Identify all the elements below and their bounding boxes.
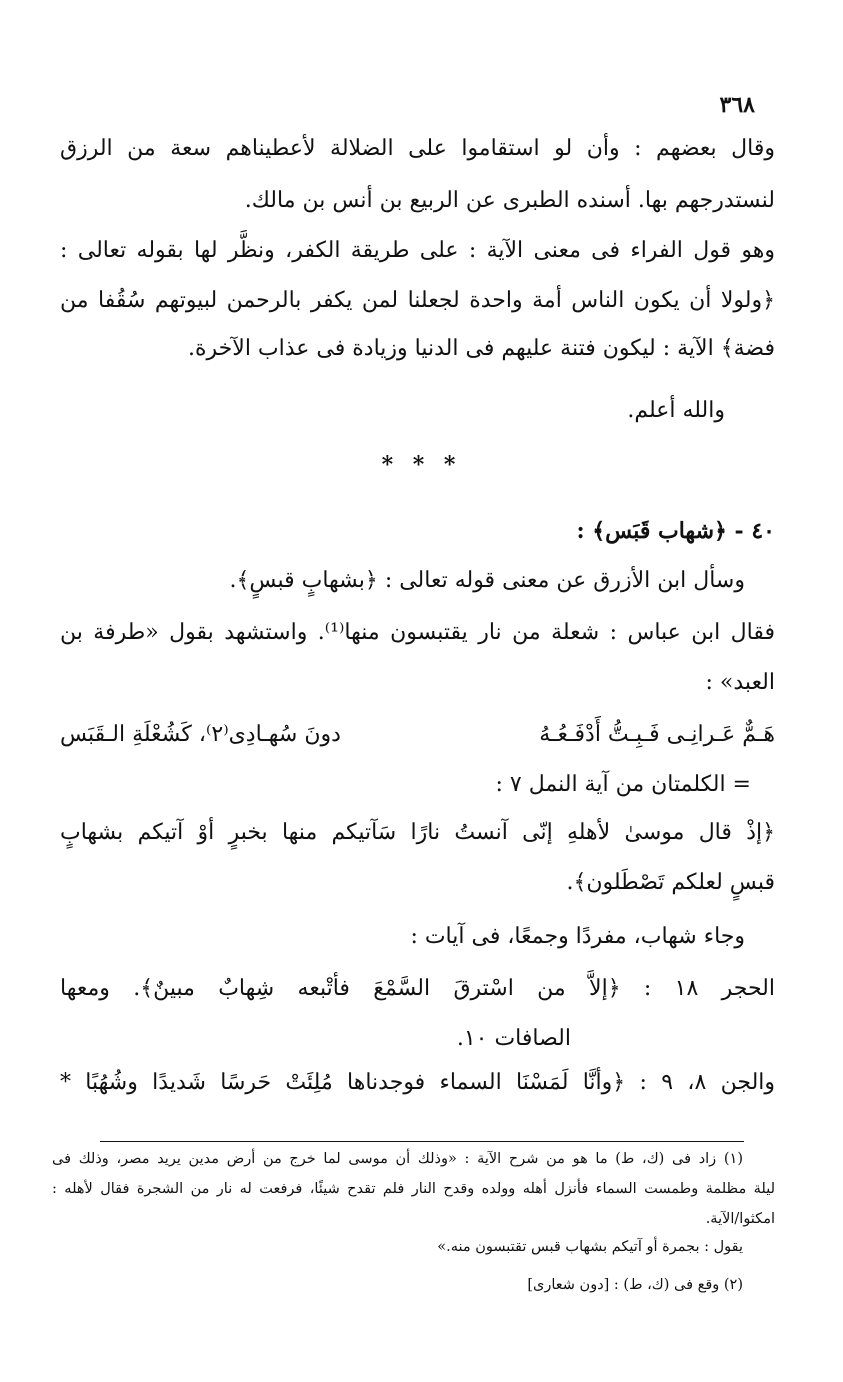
body-line: فقال ابن عباس : شعلة من نار يقتبسون منها⁽¹⁾. واستشهد بقول «طرفة بن: [60, 620, 776, 645]
body-line: والجن ٨، ٩ : ﴿وأنَّا لَمَسْنَا السماء فوجدناها مُلِئَتْ حَرسًا شَديدًا وشُهُبًا *: [60, 1070, 776, 1095]
body-line: ﴿ولولا أن يكون الناس أمة واحدة لجعلنا لمن يكفر بالرحمن لبيوتهم سُقُفا من: [60, 288, 775, 313]
footnote-line: ليلة مظلمة وطمست السماء فأنزل أهله وولده وقدح النار فلم تقدح شيئًا، فرفعت له نار من الشجرة فقال لأهله :: [52, 1181, 775, 1197]
footnote-line: يقول : بجمرة أو آتيكم بشهاب قبس تقتبسون منه.»: [437, 1239, 743, 1255]
poem-hemistich-second: دونَ سُهـادِى⁽٢⁾، كَشُعْلَةِ الـقَبَس: [60, 722, 341, 747]
body-line: فضة﴾ الآية : ليكون فتنة عليهم فى الدنيا وزيادة فى عذاب الآخرة.: [188, 336, 775, 361]
footnote-line: (١) زاد فى (ك، ط) ما هو من شرح الآية : «وذلك أن موسى لما خرج من أرض مدين يريد مصر، وذلك فى: [52, 1151, 743, 1167]
body-line: والله أعلم.: [627, 398, 725, 423]
section-separator: * * *: [381, 452, 462, 478]
body-line: لنستدرجهم بها. أسنده الطبرى عن الربيع بن أنس بن مالك.: [244, 188, 775, 213]
quran-verse-line: ﴿إذْ قال موسىٰ لأهلهِ إنّى آنستُ نارًا سَآتيكم منها بخبرٍ أوْ آتيكم بشهابٍ: [60, 820, 775, 845]
body-line: الصافات ١٠.: [456, 1026, 571, 1051]
body-line: وهو قول الفراء فى معنى الآية : على طريقة الكفر، ونظَّر لها بقوله تعالى :: [60, 238, 775, 263]
poem-verse: [60, 722, 775, 752]
body-line: وجاء شهاب، مفردًا وجمعًا، فى آيات :: [410, 924, 745, 949]
body-line: الحجر ١٨ : ﴿إلاَّ من اسْترقَ السَّمْعَ فأتْبعه شِهابٌ مبينٌ﴾. ومعها: [60, 976, 775, 1001]
page-number: ٣٦٨: [719, 92, 755, 118]
body-line: وقال بعضهم : وأن لو استقاموا على الضلالة لأعطيناهم سعة من الرزق: [60, 136, 775, 161]
footnote-line: (٢) وقع فى (ك، ط) : [دون شعارى]: [527, 1277, 743, 1293]
quran-verse-line: قبسٍ لعلكم تَصْطَلون﴾.: [566, 870, 775, 895]
footnote-divider: [100, 1141, 744, 1142]
body-line: العبد» :: [705, 670, 775, 695]
section-heading: ٤٠ - ﴿شهاب قَبَس﴾ :: [576, 518, 775, 544]
footnote-line: امكثوا/الآية.: [705, 1211, 775, 1227]
body-line: = الكلمتان من آية النمل ٧ :: [495, 772, 751, 797]
body-line: وسأل ابن الأزرق عن معنى قوله تعالى : ﴿بشهابٍ قبسٍ﴾.: [229, 568, 745, 593]
poem-hemistich-first: هَـمٌّ عَـرانِـى فَـبِـتُّ أَدْفَـعُـهُ: [539, 722, 775, 747]
